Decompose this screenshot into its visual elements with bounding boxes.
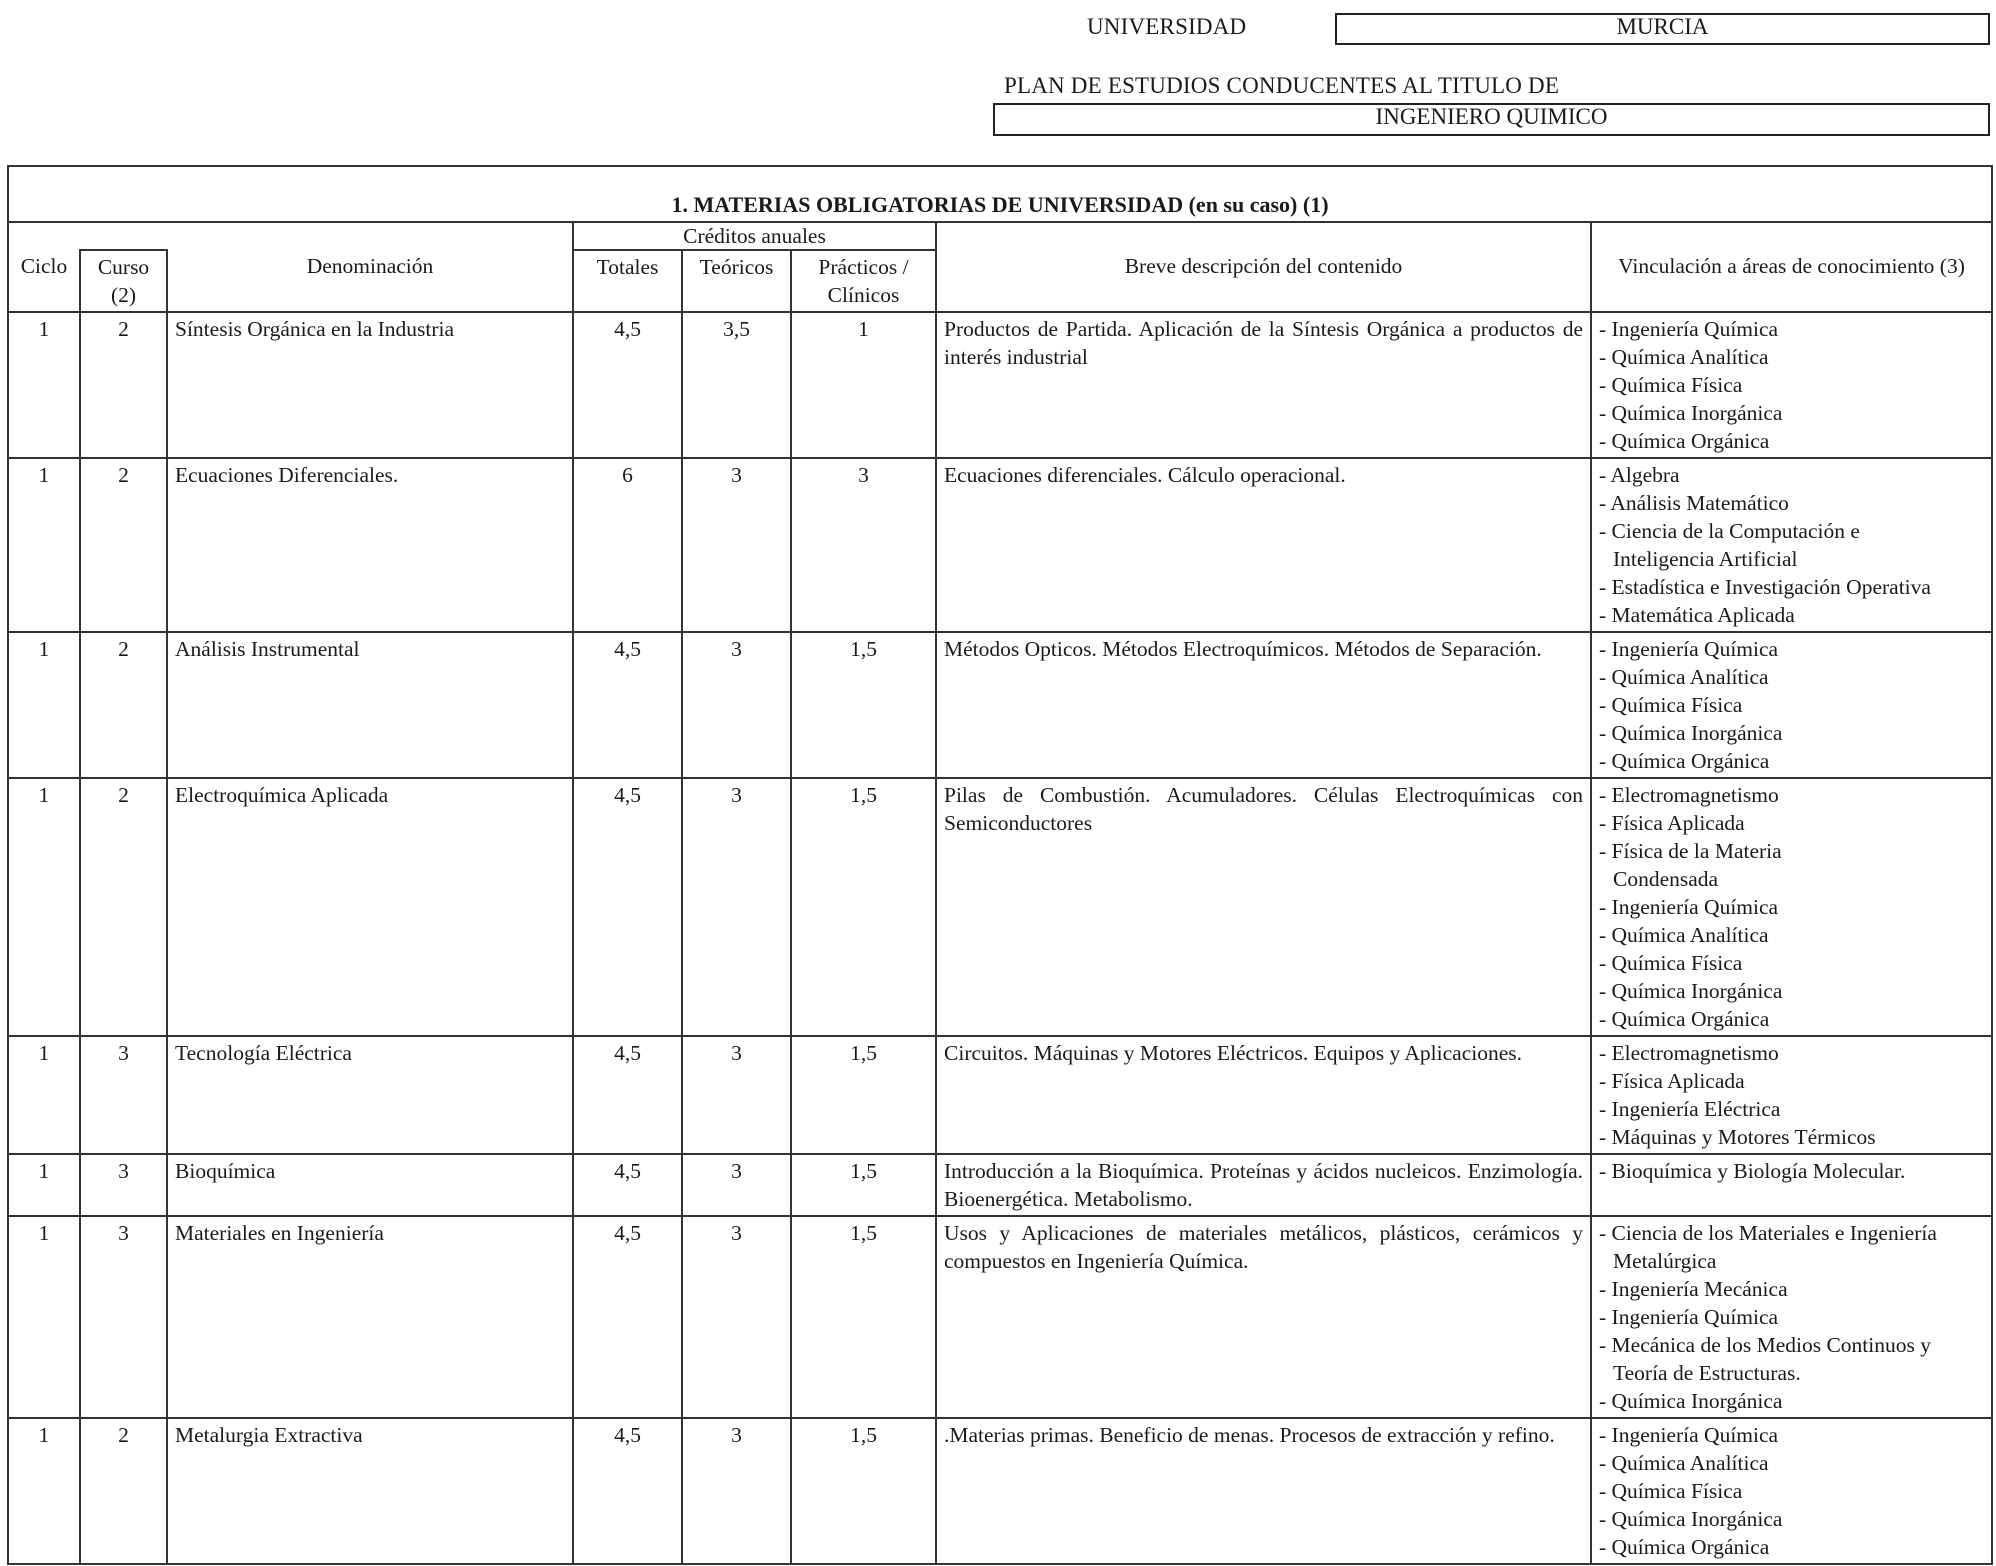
- table-row: [8, 632, 1992, 778]
- cell-ciclo: 1: [8, 312, 80, 458]
- cell-denominacion: Síntesis Orgánica en la Industria: [167, 312, 573, 458]
- area-item: - Química Física: [1599, 373, 1743, 397]
- cell-curso: 3: [80, 1036, 167, 1154]
- area-item: - Ingeniería Eléctrica: [1599, 1097, 1781, 1121]
- col-header-curso-label: Curso: [97, 255, 150, 279]
- subjects-table: [7, 165, 1993, 1565]
- header-row: [8, 250, 1992, 312]
- header-spacer: [936, 222, 1591, 250]
- area-item: - Química Inorgánica: [1599, 979, 1783, 1003]
- cell-practicos: 1,5: [791, 632, 936, 778]
- cell-totales: 4,5: [573, 1418, 682, 1564]
- area-item: - Ingeniería Química: [1599, 895, 1779, 919]
- area-item: - Ingeniería Química: [1599, 317, 1779, 341]
- cell-totales: 4,5: [573, 632, 682, 778]
- area-item: - Estadística e Investigación Operativa: [1599, 575, 1931, 599]
- col-header-teoricos: Teóricos: [682, 250, 791, 312]
- cell-vinculacion: [1591, 312, 1992, 458]
- cell-curso: 2: [80, 458, 167, 632]
- cell-vinculacion: [1591, 1154, 1992, 1216]
- cell-curso: 3: [80, 1154, 167, 1216]
- area-item: - Física de la Materia: [1599, 839, 1782, 863]
- creditos-group-header: Créditos anuales: [573, 222, 936, 250]
- cell-curso: 2: [80, 1418, 167, 1564]
- header-group-row: [8, 222, 1992, 250]
- cell-teoricos: 3,5: [682, 312, 791, 458]
- cell-totales: 4,5: [573, 1036, 682, 1154]
- area-item: - Ingeniería Química: [1599, 1423, 1779, 1447]
- cell-teoricos: 3: [682, 1036, 791, 1154]
- area-item: - Electromagnetismo: [1599, 1041, 1779, 1065]
- cell-totales: 4,5: [573, 312, 682, 458]
- area-item: - Química Inorgánica: [1599, 1389, 1783, 1413]
- cell-ciclo: 1: [8, 1154, 80, 1216]
- cell-denominacion: Análisis Instrumental: [167, 632, 573, 778]
- cell-descripcion: Métodos Opticos. Métodos Electroquímicos. Métodos de Separación.: [936, 632, 1591, 778]
- area-item: - Química Orgánica: [1599, 429, 1770, 453]
- area-item: - Química Física: [1599, 693, 1743, 717]
- cell-descripcion: Introducción a la Bioquímica. Proteínas y ácidos nucleicos. Enzimología. Bioenergética. Metabolismo.: [936, 1154, 1591, 1216]
- cell-denominacion: Electroquímica Aplicada: [167, 778, 573, 1036]
- area-item: - Química Física: [1599, 1479, 1743, 1503]
- cell-vinculacion: [1591, 458, 1992, 632]
- cell-curso: 3: [80, 1216, 167, 1418]
- area-item: - Física Aplicada: [1599, 811, 1745, 835]
- cell-denominacion: Materiales en Ingeniería: [167, 1216, 573, 1418]
- cell-practicos: 1,5: [791, 1154, 936, 1216]
- header-spacer: [1591, 222, 1992, 250]
- cell-vinculacion: [1591, 1036, 1992, 1154]
- col-header-totales: Totales: [573, 250, 682, 312]
- cell-vinculacion: [1591, 632, 1992, 778]
- area-item: - Química Orgánica: [1599, 749, 1770, 773]
- area-item: - Química Orgánica: [1599, 1007, 1770, 1031]
- cell-curso: 2: [80, 632, 167, 778]
- cell-denominacion: Tecnología Eléctrica: [167, 1036, 573, 1154]
- cell-ciclo: 1: [8, 778, 80, 1036]
- header-spacer: [8, 222, 573, 250]
- cell-ciclo: 1: [8, 1418, 80, 1564]
- cell-vinculacion: [1591, 1418, 1992, 1564]
- cell-teoricos: 3: [682, 778, 791, 1036]
- col-header-practicos-label: Prácticos /: [818, 255, 909, 279]
- plan-label: PLAN DE ESTUDIOS CONDUCENTES AL TITULO DE: [1004, 73, 1560, 98]
- area-item: - Análisis Matemático: [1599, 491, 1789, 515]
- cell-teoricos: 3: [682, 1154, 791, 1216]
- cell-practicos: 1,5: [791, 778, 936, 1036]
- area-item: - Mecánica de los Medios Continuos y: [1599, 1333, 1932, 1357]
- cell-practicos: 1,5: [791, 1036, 936, 1154]
- cell-practicos: 3: [791, 458, 936, 632]
- cell-denominacion: Ecuaciones Diferenciales.: [167, 458, 573, 632]
- col-header-descripcion: Breve descripción del contenido: [936, 250, 1591, 312]
- cell-descripcion: Usos y Aplicaciones de materiales metálicos, plásticos, cerámicos y compuestos en Ingeniería Química.: [936, 1216, 1591, 1418]
- cell-denominacion: Metalurgia Extractiva: [167, 1418, 573, 1564]
- area-item: - Química Inorgánica: [1599, 1507, 1783, 1531]
- cell-teoricos: 3: [682, 1216, 791, 1418]
- col-header-curso: [80, 250, 167, 312]
- cell-descripcion: Productos de Partida. Aplicación de la Síntesis Orgánica a productos de interés industrial: [936, 312, 1591, 458]
- cell-ciclo: 1: [8, 1036, 80, 1154]
- table-row: [8, 1036, 1992, 1154]
- table-row: [8, 1216, 1992, 1418]
- col-header-curso-note: (2): [110, 283, 137, 307]
- area-item: - Ingeniería Mecánica: [1599, 1277, 1788, 1301]
- cell-descripcion: Ecuaciones diferenciales. Cálculo operacional.: [936, 458, 1591, 632]
- cell-teoricos: 3: [682, 1418, 791, 1564]
- cell-teoricos: 3: [682, 458, 791, 632]
- area-item: - Química Física: [1599, 951, 1743, 975]
- area-item: - Química Analítica: [1599, 345, 1769, 369]
- area-item: - Ingeniería Química: [1599, 637, 1779, 661]
- col-header-vinculacion: Vinculación a áreas de conocimiento (3): [1591, 250, 1992, 312]
- area-item: - Ingeniería Química: [1599, 1305, 1779, 1329]
- area-item: - Química Orgánica: [1599, 1535, 1770, 1559]
- table-row: [8, 1418, 1992, 1564]
- cell-practicos: 1: [791, 312, 936, 458]
- area-item: - Ciencia de la Computación e: [1599, 519, 1860, 543]
- cell-totales: 4,5: [573, 1154, 682, 1216]
- area-item: - Algebra: [1599, 463, 1680, 487]
- cell-ciclo: 1: [8, 1216, 80, 1418]
- area-item: Condensada: [1613, 867, 1719, 891]
- col-header-ciclo: Ciclo: [8, 250, 80, 312]
- table-row: [8, 458, 1992, 632]
- university-label: UNIVERSIDAD: [1087, 14, 1247, 39]
- area-item: Inteligencia Artificial: [1613, 547, 1798, 571]
- cell-ciclo: 1: [8, 632, 80, 778]
- table-row: [8, 1154, 1992, 1216]
- cell-descripcion: .Materias primas. Beneficio de menas. Procesos de extracción y refino.: [936, 1418, 1591, 1564]
- university-value-box: MURCIA: [1335, 13, 1990, 45]
- area-item: - Química Inorgánica: [1599, 401, 1783, 425]
- area-item: - Máquinas y Motores Térmicos: [1599, 1125, 1876, 1149]
- cell-vinculacion: [1591, 778, 1992, 1036]
- table-row: [8, 312, 1992, 458]
- area-item: - Física Aplicada: [1599, 1069, 1745, 1093]
- cell-totales: 4,5: [573, 778, 682, 1036]
- col-header-practicos: [791, 250, 936, 312]
- cell-curso: 2: [80, 312, 167, 458]
- area-item: - Matemática Aplicada: [1599, 603, 1795, 627]
- table-title: 1. MATERIAS OBLIGATORIAS DE UNIVERSIDAD (en su caso) (1): [8, 166, 1992, 222]
- cell-vinculacion: [1591, 1216, 1992, 1418]
- area-item: - Química Analítica: [1599, 665, 1769, 689]
- area-item: Metalúrgica: [1613, 1249, 1717, 1273]
- area-item: - Química Inorgánica: [1599, 721, 1783, 745]
- area-item: - Bioquímica y Biología Molecular.: [1599, 1159, 1906, 1183]
- area-item: - Electromagnetismo: [1599, 783, 1779, 807]
- cell-teoricos: 3: [682, 632, 791, 778]
- table-row: [8, 778, 1992, 1036]
- area-item: Teoría de Estructuras.: [1613, 1361, 1801, 1385]
- cell-totales: 6: [573, 458, 682, 632]
- cell-descripcion: Circuitos. Máquinas y Motores Eléctricos. Equipos y Aplicaciones.: [936, 1036, 1591, 1154]
- cell-curso: 2: [80, 778, 167, 1036]
- area-item: - Química Analítica: [1599, 923, 1769, 947]
- plan-value-box: INGENIERO QUIMICO: [993, 103, 1990, 136]
- cell-practicos: 1,5: [791, 1418, 936, 1564]
- cell-totales: 4,5: [573, 1216, 682, 1418]
- cell-ciclo: 1: [8, 458, 80, 632]
- cell-descripcion: Pilas de Combustión. Acumuladores. Células Electroquímicas con Semiconductores: [936, 778, 1591, 1036]
- cell-denominacion: Bioquímica: [167, 1154, 573, 1216]
- area-item: - Química Analítica: [1599, 1451, 1769, 1475]
- col-header-denominacion: Denominación: [167, 250, 573, 312]
- cell-practicos: 1,5: [791, 1216, 936, 1418]
- area-item: - Ciencia de los Materiales e Ingeniería: [1599, 1221, 1937, 1245]
- table-title-row: [8, 166, 1992, 222]
- col-header-clinicos-label: Clínicos: [827, 283, 900, 307]
